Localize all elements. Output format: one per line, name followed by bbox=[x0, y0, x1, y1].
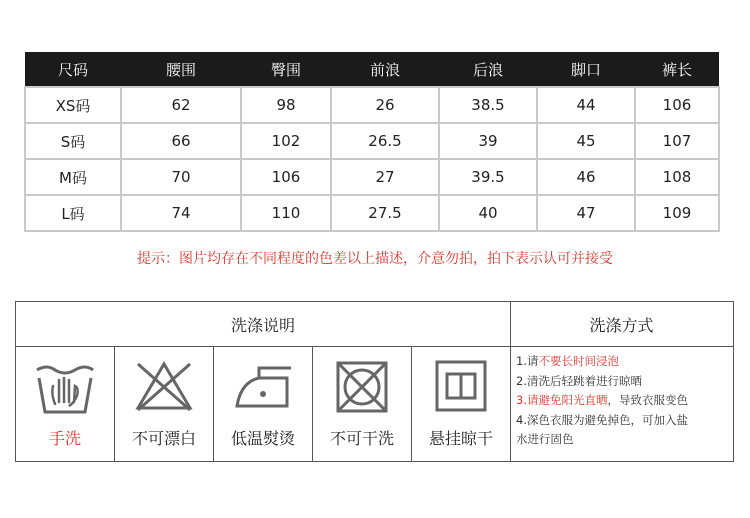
method-item: 水进行固色 bbox=[516, 432, 574, 446]
header-cell: 臀围 bbox=[241, 52, 331, 87]
table-cell: 39 bbox=[439, 123, 537, 159]
table-cell: 102 bbox=[241, 123, 331, 159]
table-cell: 39.5 bbox=[439, 159, 537, 195]
table-cell: 70 bbox=[121, 159, 241, 195]
method-item bbox=[516, 352, 731, 372]
header-cell: 尺码 bbox=[25, 52, 121, 87]
header-cell: 后浪 bbox=[439, 52, 537, 87]
table-cell: 46 bbox=[537, 159, 635, 195]
care-methods-title: 洗涤方式 bbox=[510, 302, 733, 347]
table-cell: 107 bbox=[635, 123, 719, 159]
table-cell: S码 bbox=[25, 123, 121, 159]
care-instructions-title: 洗涤说明 bbox=[16, 302, 511, 347]
care-symbol-label: 低温熨烫 bbox=[230, 429, 295, 448]
table-row bbox=[25, 195, 719, 231]
table-row bbox=[25, 159, 719, 195]
table-cell: 110 bbox=[241, 195, 331, 231]
table-cell: 40 bbox=[439, 195, 537, 231]
care-symbol-label: 不可干洗 bbox=[329, 429, 394, 448]
table-cell: L码 bbox=[25, 195, 121, 231]
table-cell: XS码 bbox=[25, 87, 121, 123]
method-text: ，导致衣服变色 bbox=[607, 393, 688, 407]
header-cell: 前浪 bbox=[331, 52, 439, 87]
table-cell: 62 bbox=[121, 87, 241, 123]
table-cell: 27 bbox=[331, 159, 439, 195]
method-text-highlight: 不要长时间浸泡 bbox=[538, 354, 619, 368]
table-cell: 98 bbox=[241, 87, 331, 123]
care-methods-list bbox=[516, 352, 731, 450]
color-difference-notice: 提示：图片均存在不同程度的色差以上描述，介意勿拍，拍下表示认可并接受 bbox=[137, 251, 613, 267]
care-symbol-label: 不可漂白 bbox=[131, 429, 196, 448]
method-item bbox=[516, 391, 731, 411]
table-cell: 66 bbox=[121, 123, 241, 159]
care-symbol-hang-dry bbox=[412, 346, 510, 461]
table-cell: M码 bbox=[25, 159, 121, 195]
care-symbol-low-iron bbox=[214, 346, 313, 461]
table-cell: 38.5 bbox=[439, 87, 537, 123]
method-text-highlight: 3.请避免阳光直晒 bbox=[516, 393, 608, 407]
size-table-header-row bbox=[25, 52, 719, 87]
table-cell: 106 bbox=[635, 87, 719, 123]
care-symbol-hand-wash bbox=[16, 346, 115, 461]
method-text: 1.请 bbox=[516, 354, 539, 368]
table-cell: 45 bbox=[537, 123, 635, 159]
table-cell: 26.5 bbox=[331, 123, 439, 159]
care-symbols bbox=[16, 346, 511, 461]
hand-wash-icon bbox=[33, 358, 97, 420]
table-cell: 109 bbox=[635, 195, 719, 231]
table-cell: 27.5 bbox=[331, 195, 439, 231]
hang-dry-icon bbox=[433, 358, 489, 416]
care-symbol-label: 悬挂晾干 bbox=[428, 429, 493, 448]
no-bleach-icon bbox=[132, 358, 196, 414]
table-row bbox=[25, 87, 719, 123]
table-cell: 108 bbox=[635, 159, 719, 195]
header-cell: 脚口 bbox=[537, 52, 635, 87]
table-cell: 26 bbox=[331, 87, 439, 123]
care-symbol-no-dry-clean bbox=[313, 346, 412, 461]
size-table bbox=[24, 52, 720, 232]
low-iron-icon bbox=[231, 358, 295, 414]
no-dry-clean-icon bbox=[332, 358, 392, 416]
header-cell: 腰围 bbox=[121, 52, 241, 87]
care-symbol-no-bleach bbox=[115, 346, 214, 461]
care-symbol-label: 手洗 bbox=[48, 429, 81, 448]
table-cell: 47 bbox=[537, 195, 635, 231]
table-cell: 74 bbox=[121, 195, 241, 231]
table-cell: 44 bbox=[537, 87, 635, 123]
method-item: 4.深色衣服为避免掉色，可加入盐 bbox=[516, 412, 688, 427]
care-panel bbox=[15, 301, 734, 462]
table-cell: 106 bbox=[241, 159, 331, 195]
header-cell: 裤长 bbox=[635, 52, 719, 87]
table-row bbox=[25, 123, 719, 159]
method-item: 2.清洗后轻跳着进行晾晒 bbox=[516, 373, 642, 388]
